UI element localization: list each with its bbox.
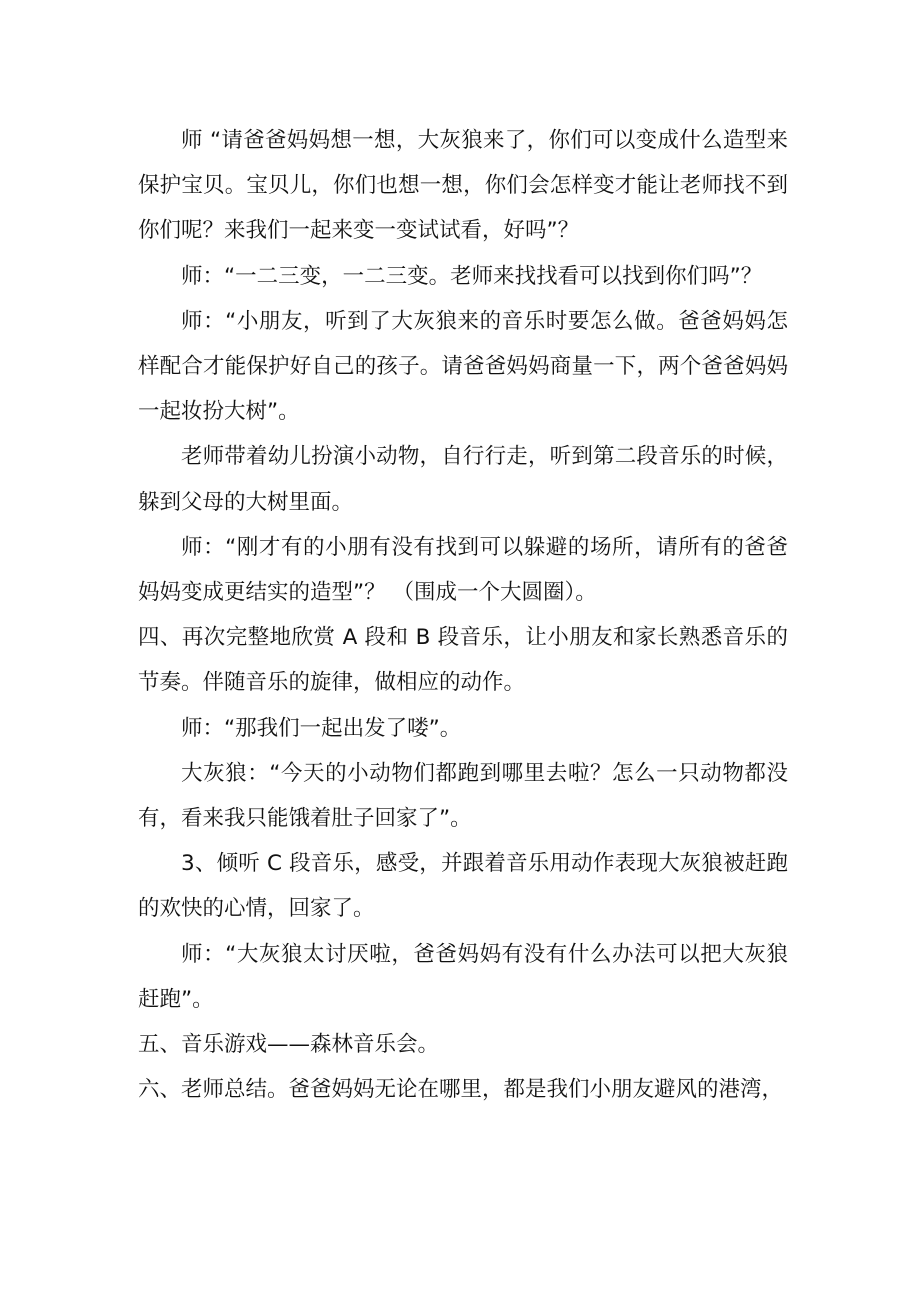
document-body	[138, 118, 788, 1112]
paragraph-teacher-count: 师：“一二三变，一二三变。老师来找找看可以找到你们吗”？	[181, 263, 763, 289]
paragraph-teacher-tree: 师：“小朋友，听到了大灰狼来的音乐时要怎么做。爸爸妈妈怎样配合才能保护好自己的孩子。请爸爸妈妈商量一下，两个爸爸妈妈一起妆扮大树”。	[138, 308, 788, 425]
paragraph-step-three: 3、倾听 C 段音乐，感受，并跟着音乐用动作表现大灰狼被赶跑的欢快的心情，回家了。	[138, 851, 788, 922]
paragraph-wolf-line: 大灰狼：“今天的小动物们都跑到哪里去啦？怎么一只动物都没有，看来我只能饿着肚子回家了”。	[138, 760, 788, 832]
section-heading-five: 五、音乐游戏——森林音乐会。	[138, 1032, 440, 1058]
paragraph-teacher-circle: 师：“刚才有的小朋有没有找到可以躲避的场所，请所有的爸爸妈妈变成更结实的造型”？ （围成一个大圆圈）。	[138, 534, 788, 606]
section-heading-six: 六、老师总结。爸爸妈妈无论在哪里，都是我们小朋友避风的港湾，	[138, 1077, 784, 1103]
paragraph-teacher-transform: 师 “请爸爸妈妈想一想，大灰狼来了，你们可以变成什么造型来保护宝贝。宝贝儿，你们也想一想，你们会怎样变才能让老师找不到你们呢？来我们一起来变一变试试看，好吗”？	[138, 128, 788, 244]
section-heading-four: 四、再次完整地欣赏 A 段和 B 段音乐，让小朋友和家长熟悉音乐的节奏。伴随音乐的旋律，做相应的动作。	[138, 625, 788, 696]
paragraph-teacher-walk: 老师带着幼儿扮演小动物，自行行走，听到第二段音乐的时候，躲到父母的大树里面。	[138, 444, 788, 515]
paragraph-teacher-depart: 师：“那我们一起出发了喽”。	[181, 715, 462, 741]
paragraph-teacher-chase: 师：“大灰狼太讨厌啦，爸爸妈妈有没有什么办法可以把大灰狼赶跑”。	[138, 941, 788, 1012]
